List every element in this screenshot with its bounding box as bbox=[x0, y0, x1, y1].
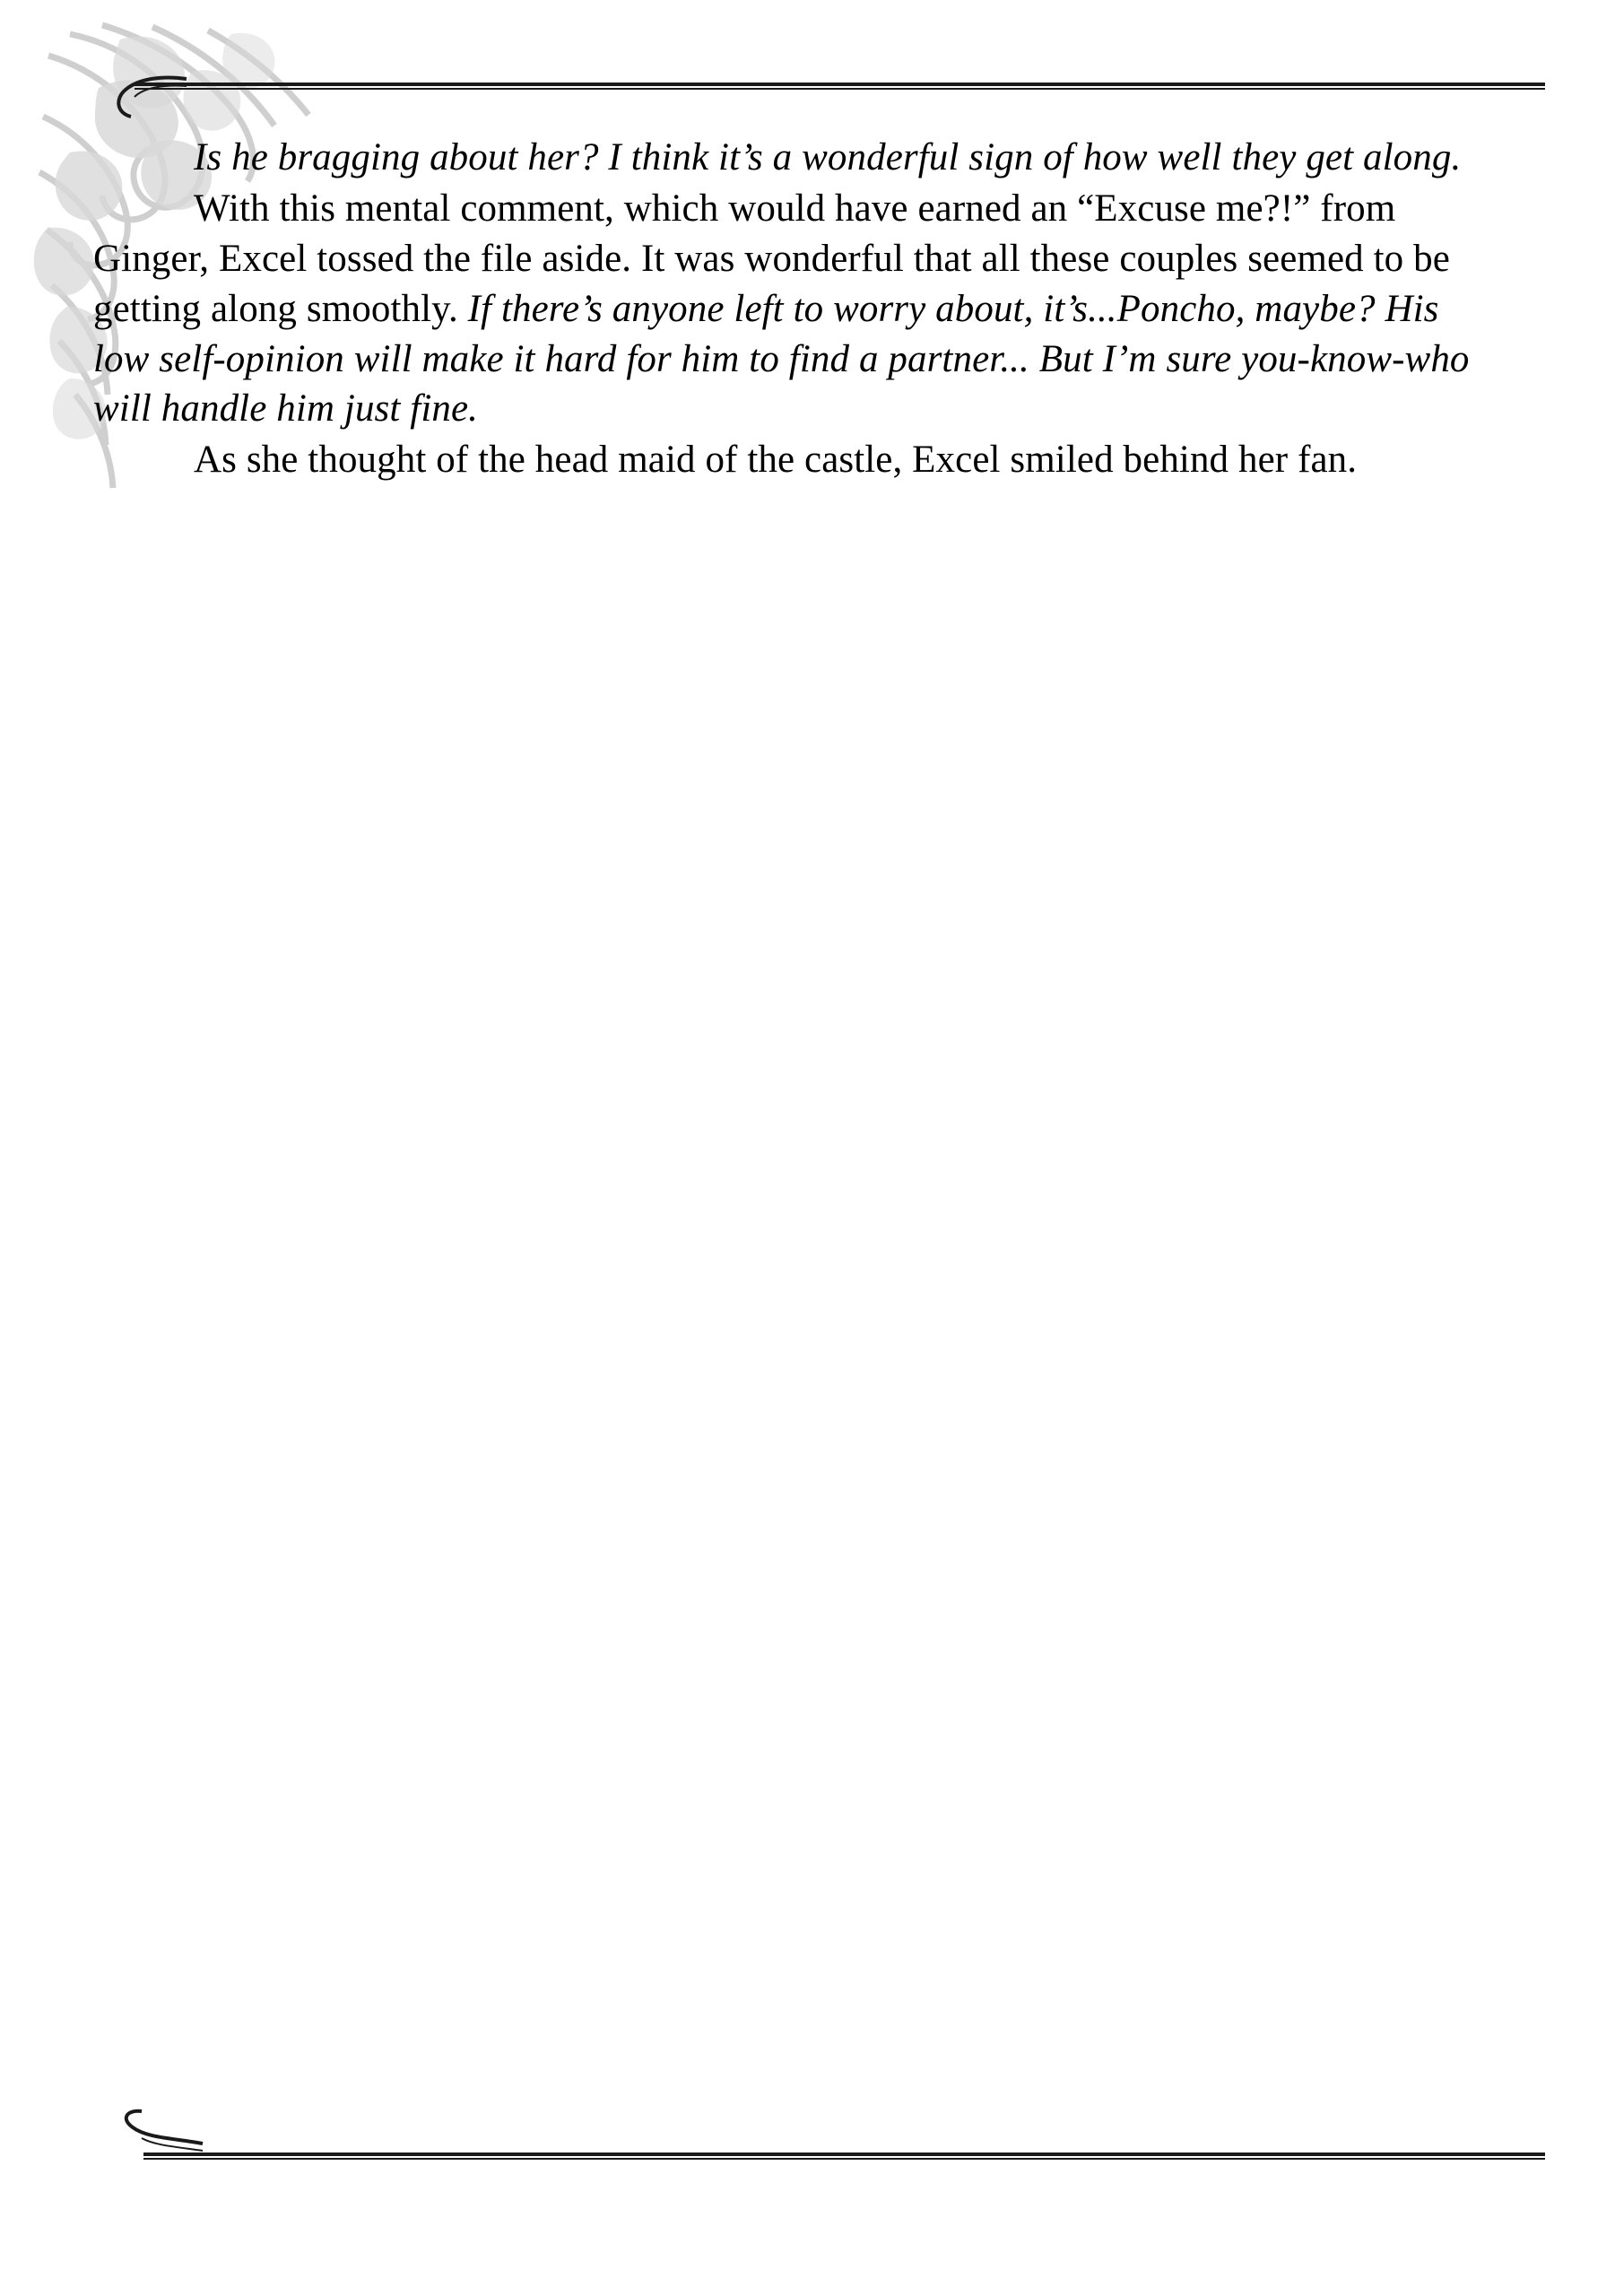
paragraph-2-roman-segment: With this mental comment, which would have earned an “Excuse me?!” from Ginger, Excel tossed the file aside. It was wonderful that all these couples seemed to be getting along smoothly. bbox=[93, 187, 1450, 330]
bottom-rule bbox=[143, 2152, 1545, 2160]
paragraph-1 bbox=[93, 133, 1479, 183]
paragraph-2-italic-segment: If there’s anyone left to worry about, it’s...Poncho, maybe? His low self-opinion will make it hard for him to find a partner... But I’m sure you-know-who will handle him just fine. bbox=[93, 287, 1470, 430]
top-rule bbox=[135, 83, 1545, 90]
page-body-text bbox=[93, 133, 1479, 485]
paragraph-3 bbox=[93, 435, 1479, 485]
top-rule-hook-icon bbox=[108, 70, 188, 124]
paragraph-2 bbox=[93, 184, 1479, 434]
paragraph-3-roman-segment: As she thought of the head maid of the castle, Excel smiled behind her fan. bbox=[194, 439, 1358, 482]
paragraph-1-italic-segment: Is he bragging about her? I think it’s a wonderful sign of how well they get along. bbox=[194, 136, 1462, 178]
bottom-rule-hook-icon bbox=[115, 2108, 204, 2170]
